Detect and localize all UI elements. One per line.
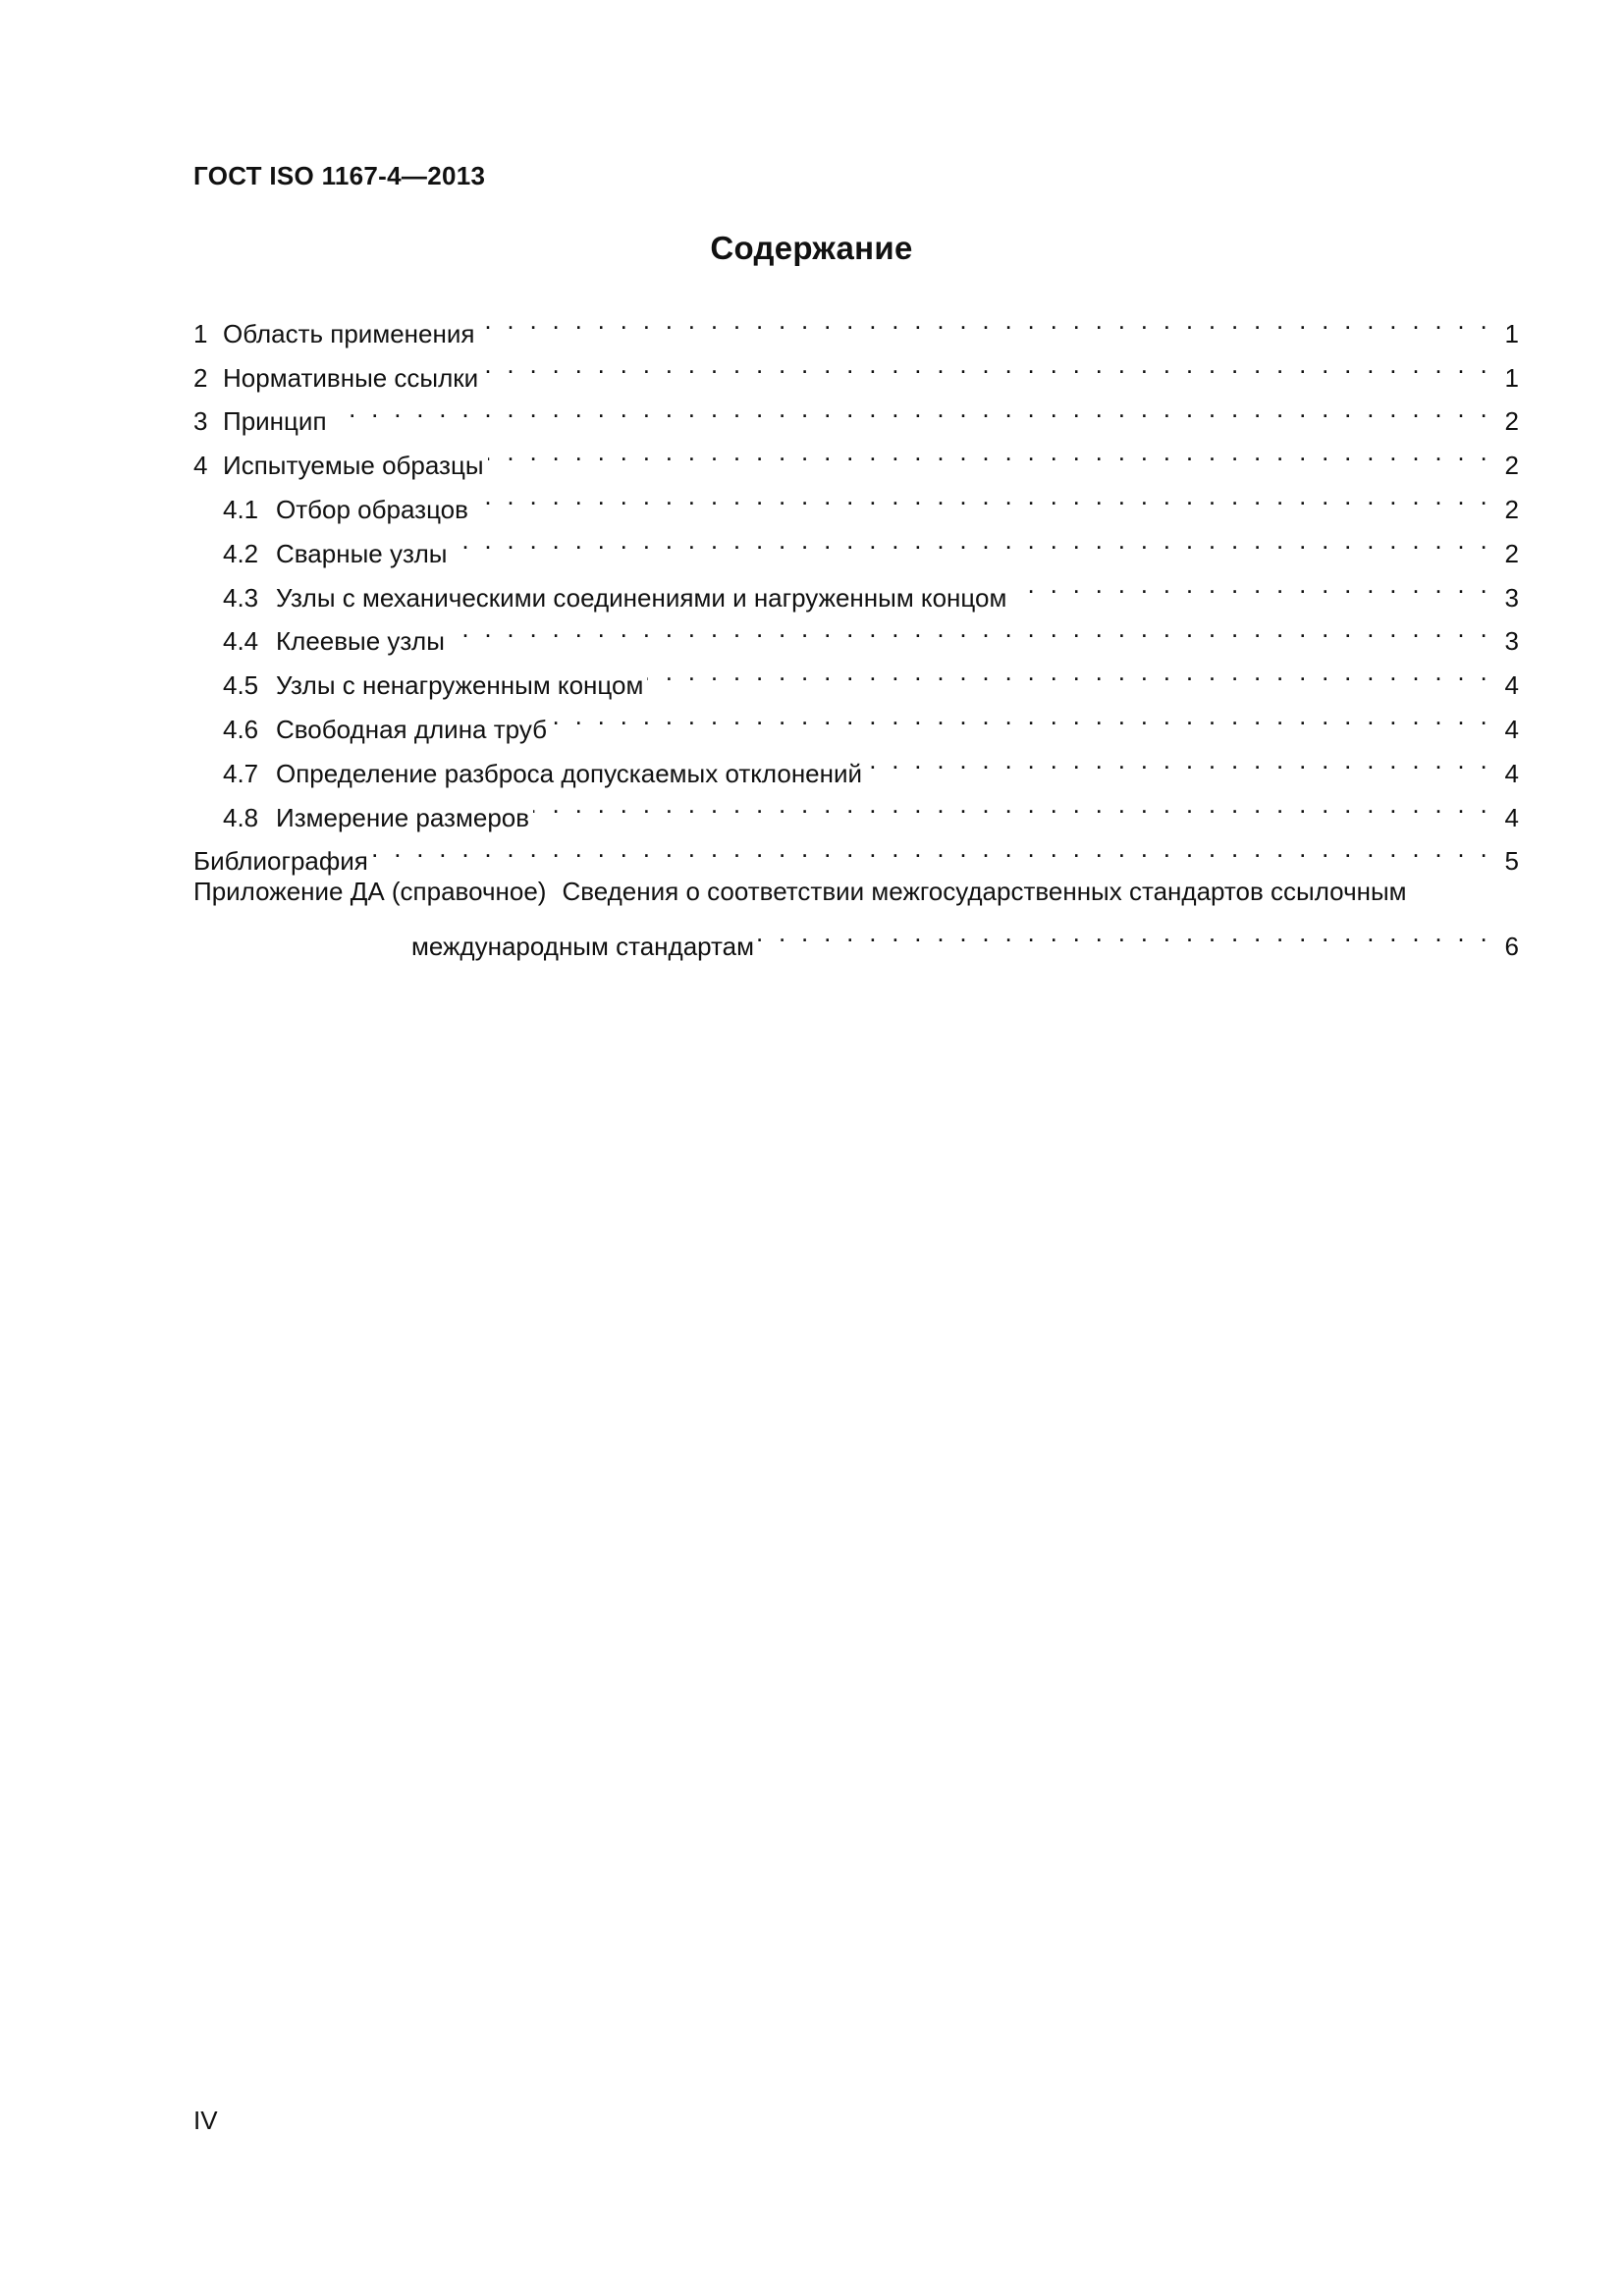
table-of-contents — [193, 298, 1519, 962]
dot-leader — [482, 343, 1491, 387]
dot-leader — [451, 518, 1491, 562]
dot-leader — [478, 298, 1491, 343]
toc-entry-page: 2 — [1504, 406, 1519, 437]
toc-entry-title: Узлы с механическими соединениями и нагруженным концом — [276, 582, 1007, 613]
toc-entry-page: 3 — [1504, 582, 1519, 613]
toc-entry-number: 1 — [193, 318, 208, 348]
toc-entry-title: Узлы с ненагруженным концом — [276, 670, 644, 701]
toc-subentry[interactable] — [193, 694, 1519, 744]
toc-entry-appendix[interactable] — [193, 872, 1519, 962]
toc-entry-number: 4.8 — [223, 802, 259, 832]
toc-entry-title: Клеевые узлы — [276, 626, 445, 657]
toc-entry-title: Испытуемые образцы — [223, 451, 484, 481]
toc-entry-bibliography[interactable] — [193, 827, 1519, 877]
toc-entry-title: Свободная длина труб — [276, 714, 547, 744]
appendix-second-line — [193, 911, 1519, 962]
appendix-title-line1: Сведения о соответствии межгосударственных стандартов ссылочным — [562, 877, 1407, 907]
toc-entry[interactable] — [193, 343, 1519, 393]
toc-subentry[interactable] — [193, 782, 1519, 832]
dot-leader — [331, 387, 1491, 431]
dot-leader — [372, 827, 1491, 871]
toc-entry-number: 4.1 — [223, 494, 259, 524]
toc-entry-page: 4 — [1504, 758, 1519, 788]
toc-entry-number: 4 — [193, 451, 208, 481]
toc-subentry[interactable] — [193, 650, 1519, 701]
page-number: IV — [193, 2106, 218, 2135]
toc-entry-number: 4.7 — [223, 758, 259, 788]
toc-entry-title: Нормативные ссылки — [223, 362, 479, 393]
toc-entry-page: 4 — [1504, 802, 1519, 832]
toc-entry-page: 2 — [1504, 494, 1519, 524]
dot-leader — [647, 650, 1491, 694]
dot-leader — [472, 474, 1491, 518]
dot-leader — [449, 607, 1491, 651]
toc-entry-title: Определение разброса допускаемых отклонений — [276, 758, 863, 788]
dot-leader — [488, 430, 1491, 474]
toc-entry-page: 3 — [1504, 626, 1519, 657]
toc-entry-title: Принцип — [223, 406, 327, 437]
toc-entry-page: 1 — [1504, 362, 1519, 393]
toc-entry-title: Измерение размеров — [276, 802, 530, 832]
toc-entry[interactable] — [193, 430, 1519, 481]
toc-entry-title: Сварные узлы — [276, 538, 448, 568]
dot-leader — [866, 738, 1491, 782]
toc-entry-page: 2 — [1504, 538, 1519, 568]
toc-entry[interactable] — [193, 387, 1519, 437]
toc-entry-title: Отбор образцов — [276, 494, 468, 524]
toc-subentry[interactable] — [193, 562, 1519, 613]
toc-entry-title: Библиография — [193, 846, 368, 877]
toc-entry-page: 4 — [1504, 670, 1519, 701]
dot-leader — [1010, 562, 1491, 607]
appendix-first-line — [193, 872, 1519, 911]
toc-entry-page: 4 — [1504, 714, 1519, 744]
toc-entry-page: 2 — [1504, 451, 1519, 481]
toc-entry-number: 4.5 — [223, 670, 259, 701]
toc-entry-number: 3 — [193, 406, 208, 437]
toc-entry-number: 4.2 — [223, 538, 259, 568]
toc-entry-title: Область применения — [223, 318, 475, 348]
toc-entry-page: 6 — [1504, 932, 1519, 962]
toc-subentry[interactable] — [193, 738, 1519, 788]
toc-subentry[interactable] — [193, 518, 1519, 568]
toc-subentry[interactable] — [193, 474, 1519, 524]
dot-leader — [758, 911, 1491, 955]
appendix-label: Приложение ДА (справочное) — [193, 877, 547, 907]
toc-entry-page: 1 — [1504, 318, 1519, 348]
toc-entry-number: 4.4 — [223, 626, 259, 657]
dot-leader — [551, 694, 1491, 738]
toc-subentry[interactable] — [193, 607, 1519, 657]
toc-entry-number: 2 — [193, 362, 208, 393]
toc-entry-number: 4.6 — [223, 714, 259, 744]
toc-title: Содержание — [710, 230, 913, 266]
document-code: ГОСТ ISO 1167-4—2013 — [193, 161, 486, 190]
dot-leader — [533, 782, 1491, 827]
toc-entry[interactable] — [193, 298, 1519, 348]
appendix-title-line2: международным стандартам — [411, 932, 754, 962]
toc-entry-number: 4.3 — [223, 582, 259, 613]
toc-entry-page: 5 — [1504, 846, 1519, 877]
